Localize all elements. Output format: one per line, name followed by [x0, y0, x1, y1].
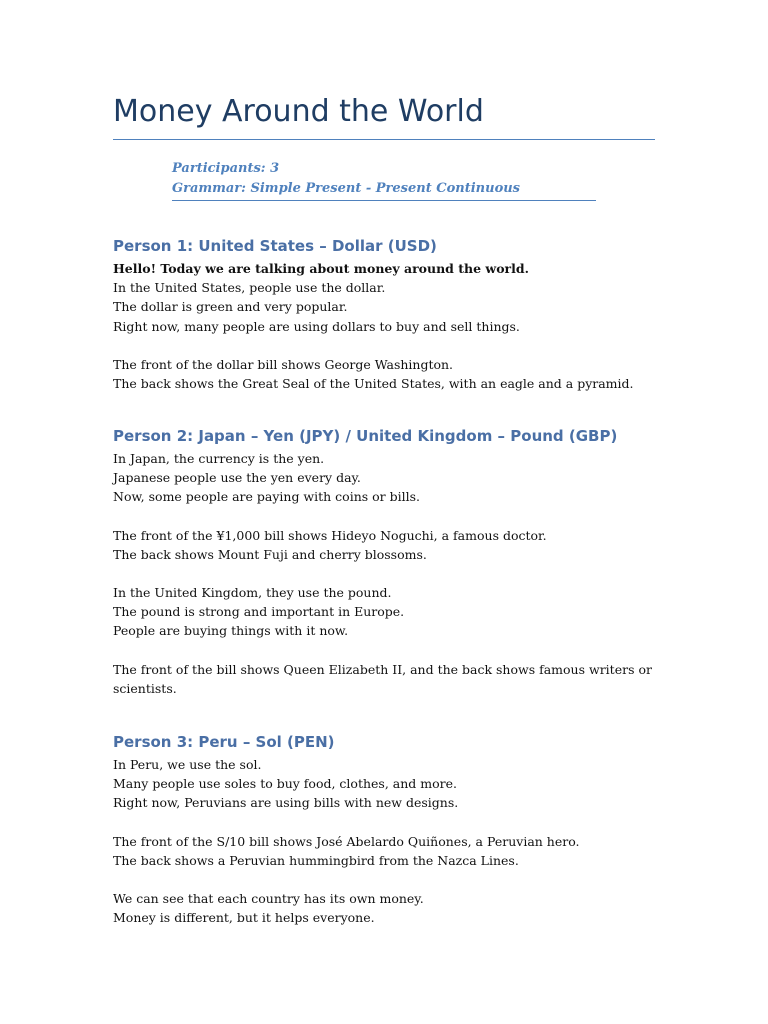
text-line: Hello! Today we are talking about money around the world. [113, 261, 529, 276]
text-line: The front of the ¥1,000 bill shows Hideyo Noguchi, a famous doctor. [113, 527, 547, 543]
text-line: Money is different, but it helps everyone. [113, 910, 375, 926]
section-heading: Person 3: Peru – Sol (PEN) [113, 733, 335, 751]
section-person-3 [113, 732, 658, 946]
text-line: The pound is strong and important in Europe. [113, 604, 405, 620]
paragraph [113, 583, 658, 641]
paragraph [113, 832, 658, 870]
paragraph [113, 660, 658, 698]
text-line: Right now, many people are using dollars to buy and sell things. [113, 318, 520, 334]
text-line: The back shows the Great Seal of the United States, with an eagle and a pyramid. [113, 376, 634, 392]
text-line: The back shows Mount Fuji and cherry blossoms. [113, 546, 427, 562]
grammar-line: Grammar: Simple Present - Present Continuous [172, 180, 521, 196]
text-line: The front of the S/10 bill shows José Abelardo Quiñones, a Peruvian hero. [113, 833, 580, 849]
text-line: Many people use soles to buy food, clothes, and more. [113, 776, 457, 792]
title-underline [113, 139, 655, 140]
paragraph [113, 526, 658, 564]
document-title: Money Around the World [113, 94, 484, 129]
text-line: In the United States, people use the dollar. [113, 280, 386, 296]
text-line: Now, some people are paying with coins or bills. [113, 489, 420, 505]
text-line: In Peru, we use the sol. [113, 757, 262, 772]
paragraph [113, 355, 658, 393]
text-line: The front of the dollar bill shows George Washington. [113, 356, 454, 372]
paragraph [113, 889, 658, 927]
section-person-1 [113, 236, 658, 412]
text-line: We can see that each country has its own money. [113, 891, 424, 907]
text-line: People are buying things with it now. [113, 623, 349, 639]
section-heading: Person 1: United States – Dollar (USD) [113, 237, 437, 255]
subtitle-underline [172, 200, 596, 201]
text-line: In the United Kingdom, they use the pound. [113, 585, 392, 601]
section-person-2 [113, 426, 658, 717]
section-heading: Person 2: Japan – Yen (JPY) / United Kingdom – Pound (GBP) [113, 427, 618, 445]
paragraph [113, 755, 658, 813]
text-line: Right now, Peruvians are using bills with new designs. [113, 795, 459, 811]
text-line: In Japan, the currency is the yen. [113, 451, 325, 466]
participants-line: Participants: 3 [172, 161, 280, 176]
document-subtitle [172, 159, 596, 198]
text-line: The front of the bill shows Queen Elizabeth II, and the back shows famous writers or scientists. [113, 661, 652, 696]
paragraph [113, 259, 658, 336]
paragraph [113, 449, 658, 507]
text-line: The dollar is green and very popular. [113, 299, 348, 315]
text-line: Japanese people use the yen every day. [113, 470, 361, 486]
text-line: The back shows a Peruvian hummingbird from the Nazca Lines. [113, 852, 519, 868]
